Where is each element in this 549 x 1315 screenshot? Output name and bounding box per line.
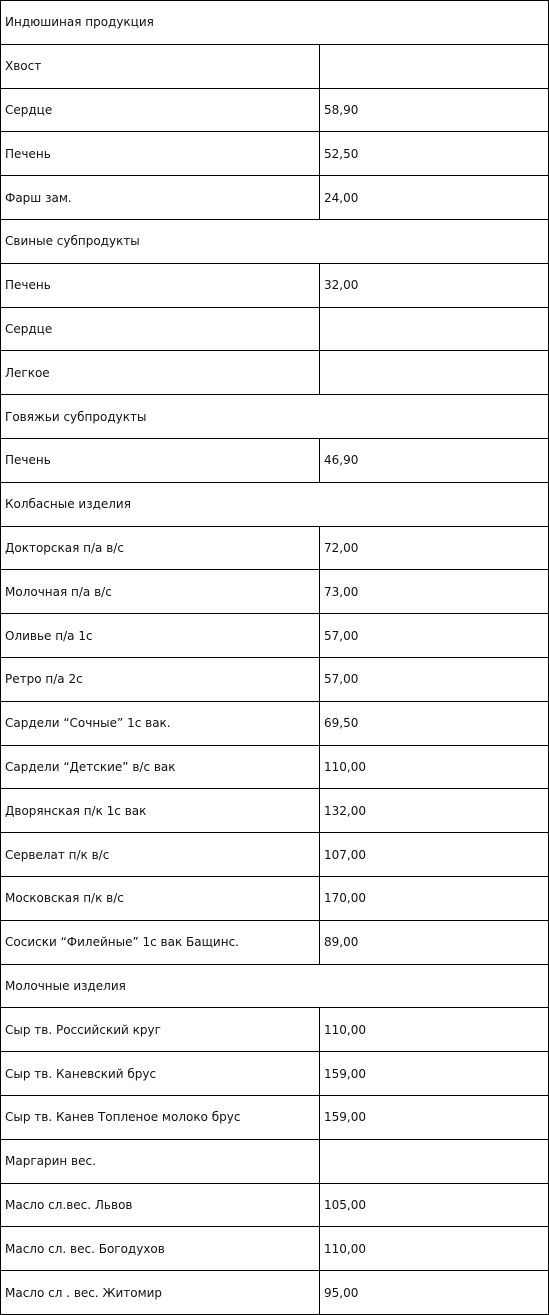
- product-name-cell: Сыр тв. Каневский брус: [1, 1052, 320, 1096]
- product-price-cell: 132,00: [320, 789, 549, 833]
- product-name-cell: Хвост: [1, 44, 320, 88]
- product-price-cell: 105,00: [320, 1183, 549, 1227]
- product-name-cell: Сардели “Сочные” 1с вак.: [1, 701, 320, 745]
- product-price-cell: [320, 1139, 549, 1183]
- product-name-cell: Масло сл . вес. Житомир: [1, 1271, 320, 1315]
- table-row: [1, 789, 549, 833]
- table-row: [1, 44, 549, 88]
- table-row: [1, 307, 549, 351]
- section-title: Индюшиная продукция: [1, 1, 549, 45]
- section-title: Говяжьи субпродукты: [1, 395, 549, 439]
- table-row: [1, 1095, 549, 1139]
- section-title: Колбасные изделия: [1, 482, 549, 526]
- table-row: [1, 132, 549, 176]
- table-row: [1, 351, 549, 395]
- table-row: [1, 263, 549, 307]
- section-header-row: [1, 395, 549, 439]
- product-price-cell: 52,50: [320, 132, 549, 176]
- product-name-cell: Докторская п/а в/с: [1, 526, 320, 570]
- product-name-cell: Сосиски “Филейные” 1с вак Бащинс.: [1, 920, 320, 964]
- product-name-cell: Дворянская п/к 1с вак: [1, 789, 320, 833]
- table-row: [1, 1139, 549, 1183]
- product-price-cell: 32,00: [320, 263, 549, 307]
- product-name-cell: Ретро п/а 2с: [1, 657, 320, 701]
- product-name-cell: Масло сл. вес. Богодухов: [1, 1227, 320, 1271]
- section-header-row: [1, 1, 549, 45]
- product-name-cell: Сардели “Детские” в/с вак: [1, 745, 320, 789]
- table-row: [1, 745, 549, 789]
- section-title: Молочные изделия: [1, 964, 549, 1008]
- table-row: [1, 1052, 549, 1096]
- table-row: [1, 657, 549, 701]
- section-title: Свиные субпродукты: [1, 219, 549, 263]
- product-name-cell: Печень: [1, 438, 320, 482]
- table-row: [1, 526, 549, 570]
- section-header-row: [1, 219, 549, 263]
- product-name-cell: Оливье п/а 1с: [1, 614, 320, 658]
- product-price-cell: 170,00: [320, 876, 549, 920]
- product-price-cell: 46,90: [320, 438, 549, 482]
- product-name-cell: Московская п/к в/с: [1, 876, 320, 920]
- table-row: [1, 570, 549, 614]
- product-price-cell: 57,00: [320, 657, 549, 701]
- table-row: [1, 920, 549, 964]
- table-row: [1, 1227, 549, 1271]
- table-row: [1, 88, 549, 132]
- product-price-cell: 73,00: [320, 570, 549, 614]
- product-name-cell: Сердце: [1, 88, 320, 132]
- section-header-row: [1, 964, 549, 1008]
- table-row: [1, 701, 549, 745]
- product-price-cell: [320, 351, 549, 395]
- table-row: [1, 614, 549, 658]
- table-row: [1, 438, 549, 482]
- product-name-cell: Молочная п/а в/с: [1, 570, 320, 614]
- product-price-cell: 95,00: [320, 1271, 549, 1315]
- product-name-cell: Сервелат п/к в/с: [1, 833, 320, 877]
- product-name-cell: Масло сл.вес. Львов: [1, 1183, 320, 1227]
- product-price-cell: 89,00: [320, 920, 549, 964]
- product-price-cell: 58,90: [320, 88, 549, 132]
- section-header-row: [1, 482, 549, 526]
- table-row: [1, 176, 549, 220]
- product-name-cell: Маргарин вес.: [1, 1139, 320, 1183]
- product-price-cell: 24,00: [320, 176, 549, 220]
- product-price-cell: 110,00: [320, 1227, 549, 1271]
- price-table-body: [1, 1, 549, 1315]
- product-name-cell: Печень: [1, 132, 320, 176]
- product-price-cell: 69,50: [320, 701, 549, 745]
- product-price-cell: 159,00: [320, 1095, 549, 1139]
- product-name-cell: Сердце: [1, 307, 320, 351]
- product-price-cell: [320, 307, 549, 351]
- product-price-cell: 107,00: [320, 833, 549, 877]
- product-name-cell: Сыр тв. Российский круг: [1, 1008, 320, 1052]
- product-name-cell: Легкое: [1, 351, 320, 395]
- product-name-cell: Печень: [1, 263, 320, 307]
- product-price-cell: 110,00: [320, 745, 549, 789]
- table-row: [1, 1271, 549, 1315]
- product-price-cell: 110,00: [320, 1008, 549, 1052]
- product-price-cell: 57,00: [320, 614, 549, 658]
- table-row: [1, 1183, 549, 1227]
- table-row: [1, 876, 549, 920]
- table-row: [1, 1008, 549, 1052]
- product-name-cell: Фарш зам.: [1, 176, 320, 220]
- product-price-cell: [320, 44, 549, 88]
- product-price-cell: 159,00: [320, 1052, 549, 1096]
- product-price-cell: 72,00: [320, 526, 549, 570]
- product-name-cell: Сыр тв. Канев Топленое молоко брус: [1, 1095, 320, 1139]
- table-row: [1, 833, 549, 877]
